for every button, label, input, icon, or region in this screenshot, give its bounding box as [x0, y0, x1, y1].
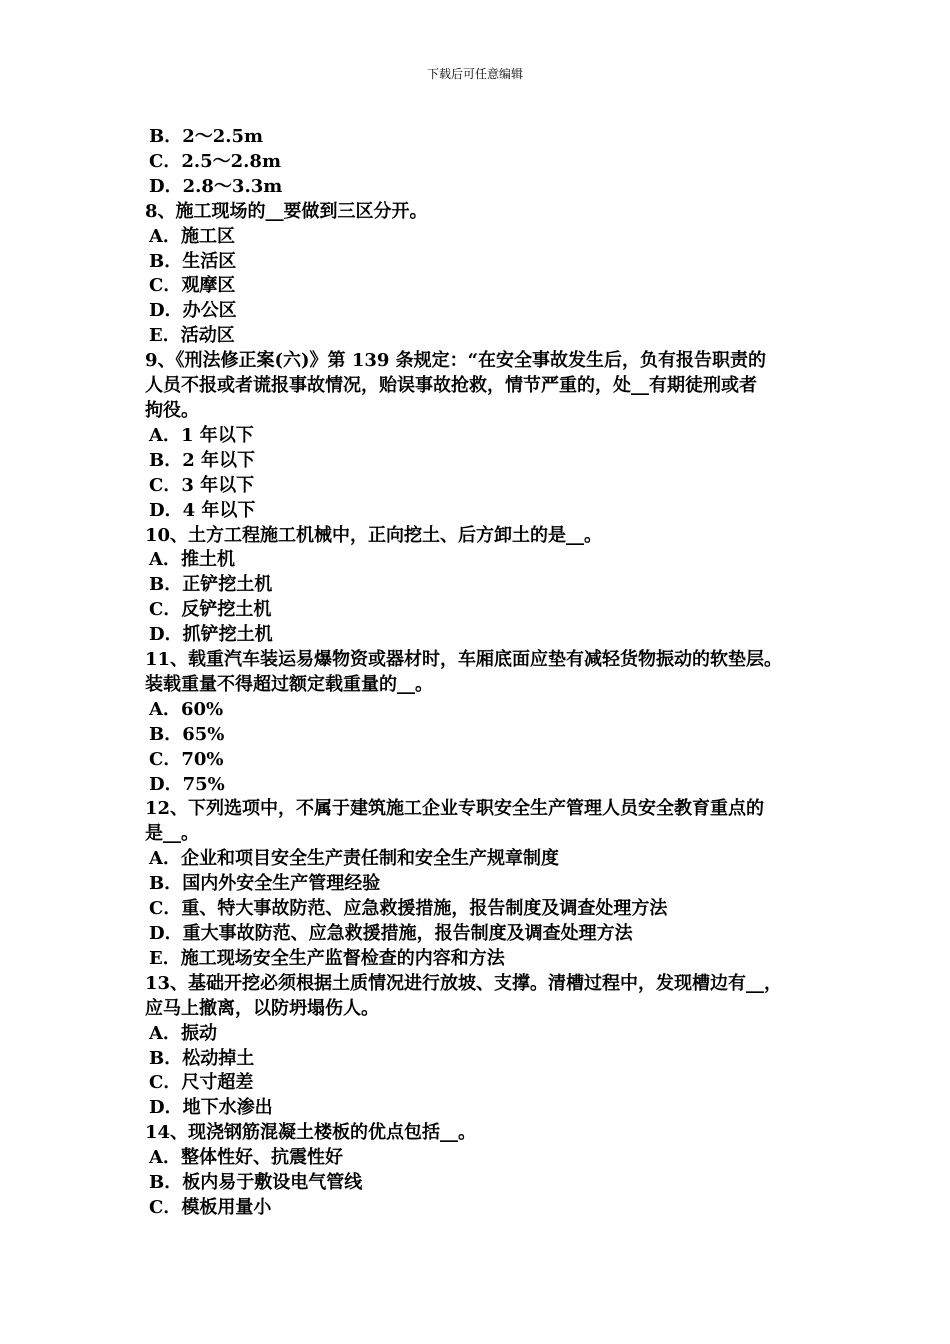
question-text: 9、《刑法修正案(六)》第 139 条规定：“在安全事故发生后，负有报告职责的 — [145, 350, 767, 372]
answer-option: D．2.8～3.3m — [149, 175, 283, 197]
question-text: 13、基础开挖必须根据土质情况进行放坡、支撑。清槽过程中，发现槽边有__， — [145, 972, 783, 994]
question-text: 拘役。 — [145, 399, 199, 421]
answer-option: A．整体性好、抗震性好 — [149, 1147, 343, 1169]
answer-option: B．生活区 — [149, 250, 237, 272]
question-text: 12、下列选项中，不属于建筑施工企业专职安全生产管理人员安全教育重点的 — [145, 798, 765, 820]
answer-option: A．振动 — [149, 1022, 217, 1044]
answer-option: C．重、特大事故防范、应急救援措施，报告制度及调查处理方法 — [149, 898, 668, 920]
answer-option: B．2 年以下 — [149, 449, 256, 471]
answer-option: D．重大事故防范、应急救援措施，报告制度及调查处理方法 — [149, 923, 633, 944]
answer-option: C．观摩区 — [149, 275, 236, 297]
answer-option: B．65% — [149, 723, 225, 745]
answer-option: D．4 年以下 — [149, 499, 256, 521]
answer-option: B．正铲挖土机 — [149, 574, 273, 596]
answer-option: D．办公区 — [149, 300, 237, 322]
answer-option: A．60% — [149, 698, 224, 720]
question-text: 8、施工现场的__要做到三区分开。 — [145, 200, 428, 222]
answer-option: D．抓铲挖土机 — [149, 624, 273, 646]
question-text: 10、土方工程施工机械中，正向挖土、后方卸土的是__。 — [145, 524, 603, 546]
answer-option: B．松动掉土 — [149, 1047, 255, 1069]
answer-option: D．75% — [149, 773, 225, 795]
answer-option: E．施工现场安全生产监督检查的内容和方法 — [149, 947, 505, 969]
question-text: 装载重量不得超过额定载重量的__。 — [145, 673, 433, 695]
answer-option: A．企业和项目安全生产责任制和安全生产规章制度 — [149, 848, 559, 870]
answer-option: A．推土机 — [149, 549, 235, 571]
answer-option: E．活动区 — [149, 325, 235, 347]
document-body — [145, 125, 825, 1221]
answer-option: B．国内外安全生产管理经验 — [149, 873, 381, 895]
question-text: 人员不报或者谎报事故情况，贻误事故抢救，情节严重的，处__有期徒刑或者 — [145, 375, 757, 397]
answer-option: A．1 年以下 — [149, 424, 254, 446]
answer-option: C．模板用量小 — [149, 1196, 272, 1218]
answer-option: A．施工区 — [149, 225, 235, 247]
answer-option: B．板内易于敷设电气管线 — [149, 1172, 363, 1194]
answer-option: C．反铲挖土机 — [149, 599, 272, 621]
question-text: 应马上撤离，以防坍塌伤人。 — [145, 997, 379, 1019]
answer-option: D．地下水渗出 — [149, 1097, 273, 1119]
question-text: 11、载重汽车装运易爆物资或器材时，车厢底面应垫有减轻货物振动的软垫层。 — [145, 649, 783, 671]
answer-option: C．3 年以下 — [149, 474, 255, 496]
question-text: 是__。 — [145, 823, 199, 845]
answer-option: C．尺寸超差 — [149, 1072, 254, 1094]
answer-option: C．70% — [149, 748, 224, 770]
answer-option: C．2.5～2.8m — [149, 150, 282, 172]
page-header: 下载后可任意编辑 — [426, 67, 523, 81]
question-text: 14、现浇钢筋混凝土楼板的优点包括__。 — [145, 1122, 477, 1144]
answer-option: B．2～2.5m — [149, 126, 264, 147]
